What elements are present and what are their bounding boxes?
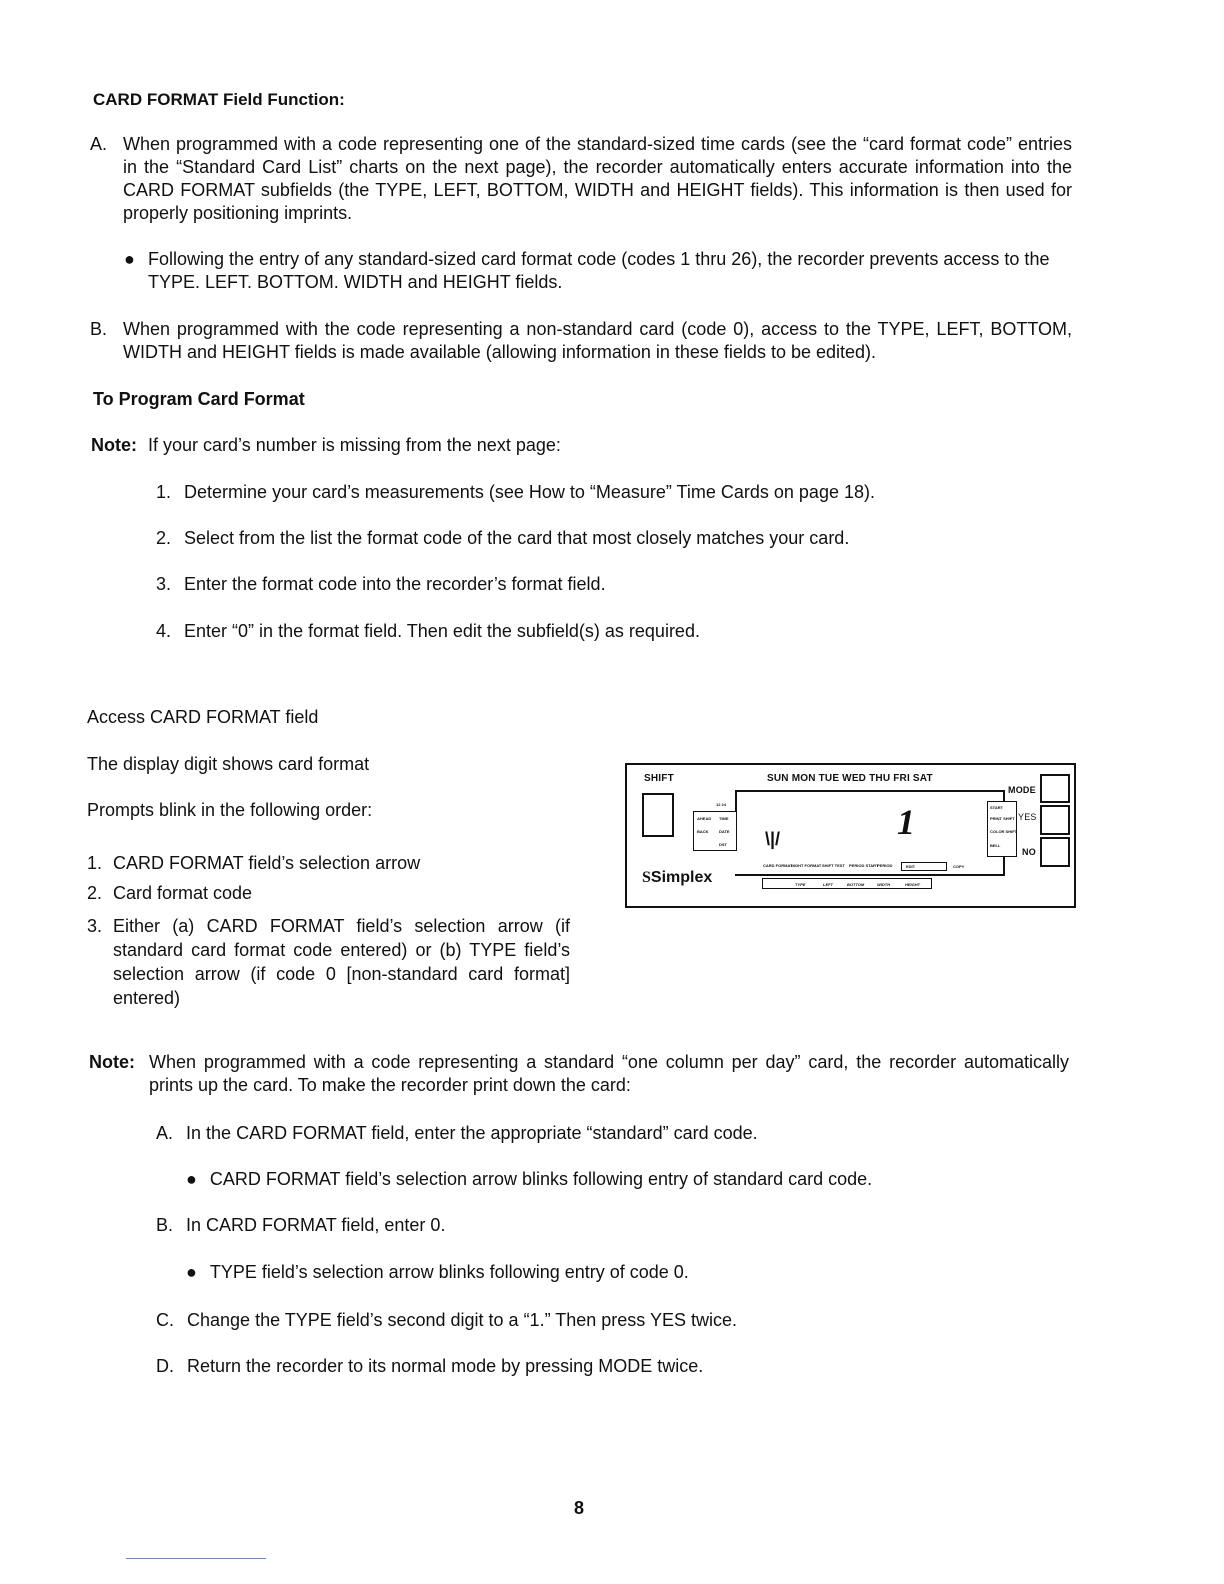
note2-item — [156, 1309, 737, 1332]
item-text: Return the recorder to its normal mode by pressing MODE twice. — [187, 1356, 704, 1376]
key-label: DATE — [719, 829, 730, 834]
section-b-label: B. — [90, 319, 108, 339]
program-heading: To Program Card Format — [93, 389, 305, 409]
section-a-label: A. — [90, 134, 108, 154]
item-text: In CARD FORMAT field, enter 0. — [186, 1215, 446, 1235]
note1-label: Note: — [91, 435, 137, 455]
note2-bullet — [186, 1261, 689, 1284]
step-text: Determine your card’s measurements (see How to “Measure” Time Cards on page 18). — [184, 482, 875, 502]
step-text: Select from the list the format code of the card that most closely matches your card. — [184, 528, 850, 548]
bullet-icon: ● — [186, 1169, 197, 1189]
bullet-text: TYPE field’s selection arrow blinks following entry of code 0. — [209, 1262, 689, 1282]
step-text: Enter “0” in the format field. Then edit the subfield(s) as required. — [184, 621, 700, 641]
mode-button[interactable] — [1040, 774, 1070, 803]
note1-step — [156, 481, 875, 504]
note2-item — [156, 1355, 703, 1378]
prompt-item — [87, 882, 570, 905]
prompt-item — [87, 852, 570, 875]
shift-label: SHIFT — [644, 773, 674, 784]
key-label: PERIOD — [877, 863, 893, 868]
note1-step — [156, 573, 606, 596]
prompt-text: Card format code — [113, 883, 253, 903]
item-text: Change the TYPE field’s second digit to a “1.” Then press YES twice. — [187, 1310, 737, 1330]
note2-bullet — [186, 1168, 872, 1191]
section-a-bullet-text: Following the entry of any standard-sized card format code (codes 1 thru 26), the recorder prevents access to the TYPE. LEFT. BOTTOM. WIDTH and HEIGHT fields. — [148, 249, 1050, 292]
note1 — [91, 434, 561, 457]
key-label: COLOR SHIFT — [990, 829, 1018, 834]
prompt-number: 3. — [87, 916, 103, 936]
key-label: EDIT — [906, 864, 916, 869]
section-a-bullet — [124, 248, 1072, 294]
section-a — [90, 133, 1072, 225]
item-label: C. — [156, 1310, 174, 1330]
note2-label: Note: — [89, 1052, 135, 1072]
bullet-icon: ● — [186, 1262, 197, 1282]
section-b — [90, 318, 1072, 364]
key-label: CARD FORMAT — [763, 863, 793, 868]
note1-step — [156, 620, 700, 643]
subfield-label: TYPE — [795, 882, 806, 887]
subfield-label: BOTTOM — [847, 882, 865, 887]
recorder-panel — [625, 763, 1076, 908]
shift-button[interactable] — [642, 793, 674, 837]
key-label: BELL — [990, 843, 1001, 848]
key-label: DST — [719, 842, 727, 847]
section-a-text: When programmed with a code representing one of the standard-sized time cards (see the “card format code” entries in the “Standard Card List” charts on the next page), the recorder automatically enters accurate information into the CARD FORMAT subfields (the TYPE, LEFT, BOTTOM, WIDTH and HEIGHT fields). This information is then used for properly positioning imprints. — [123, 134, 1072, 223]
blink-arrow-icon: \|/ — [765, 829, 781, 849]
note1-step — [156, 527, 849, 550]
bullet-icon: ● — [124, 249, 135, 269]
note1-text: If your card’s number is missing from the next page: — [148, 435, 561, 455]
brand-text: Simplex — [650, 869, 713, 886]
prompt-item — [87, 914, 570, 1010]
key-label: PRINT SHIFT — [990, 816, 1015, 821]
logo-mark: S — [642, 869, 651, 886]
simplex-logo — [642, 869, 712, 887]
key-label: COPY — [953, 864, 965, 869]
footer-rule — [126, 1558, 266, 1559]
display-digit: 1 — [897, 802, 915, 842]
key-label: BACK — [697, 829, 709, 834]
step-number: 3. — [156, 574, 172, 594]
item-label: D. — [156, 1356, 174, 1376]
item-text: In the CARD FORMAT field, enter the appropriate “standard” card code. — [186, 1123, 758, 1143]
subfield-label: HEIGHT — [905, 882, 921, 887]
no-button[interactable] — [1040, 837, 1070, 867]
key-label: START — [990, 805, 1004, 810]
access-text: Access CARD FORMAT field — [87, 707, 319, 727]
no-label: NO — [1022, 847, 1036, 857]
prompt-text: Either (a) CARD FORMAT field’s selection arrow (if standard card format code entered) or (b) TYPE field’s selection arrow (if code 0 [non-standard card format] entered) — [113, 916, 570, 1008]
bullet-text: CARD FORMAT field’s selection arrow blinks following entry of standard card code. — [209, 1169, 873, 1189]
prompts-text: Prompts blink in the following order: — [87, 800, 373, 820]
step-number: 1. — [156, 482, 172, 502]
key-label: 12 24 — [716, 802, 727, 807]
key-label: NIGHT FORMAT — [791, 863, 822, 868]
yes-button[interactable] — [1040, 805, 1070, 835]
item-label: A. — [156, 1123, 174, 1143]
key-label: AHEAD — [697, 816, 712, 821]
days-label: SUN MON TUE WED THU FRI SAT — [767, 773, 933, 784]
note2-item — [156, 1122, 758, 1145]
key-label: TIME — [719, 816, 729, 821]
item-label: B. — [156, 1215, 174, 1235]
yes-label: YES — [1018, 812, 1037, 822]
prompt-number: 2. — [87, 883, 103, 903]
key-label: PERIOD START — [849, 863, 879, 868]
note2-text: When programmed with a code representing a standard “one column per day” card, the recorder automatically prints up the card. To make the recorder print down the card: — [149, 1052, 1069, 1095]
mode-label: MODE — [1008, 785, 1036, 795]
note2-item — [156, 1214, 445, 1237]
subfield-label: WIDTH — [877, 882, 891, 887]
section-b-text: When programmed with the code representing a non-standard card (code 0), access to the TYPE, LEFT, BOTTOM, WIDTH and HEIGHT fields is made available (allowing information in these fields to be edited). — [123, 319, 1072, 362]
note2 — [89, 1051, 1069, 1097]
step-text: Enter the format code into the recorder’s format field. — [184, 574, 606, 594]
page-number: 8 — [574, 1498, 585, 1518]
prompt-number: 1. — [87, 853, 103, 873]
prompt-text: CARD FORMAT field’s selection arrow — [113, 853, 421, 873]
subfield-label: LEFT — [823, 882, 833, 887]
step-number: 2. — [156, 528, 172, 548]
key-label: SHIFT TEST — [822, 863, 845, 868]
section-heading: CARD FORMAT Field Function: — [93, 90, 345, 109]
display-digit-text: The display digit shows card format — [87, 754, 370, 774]
step-number: 4. — [156, 621, 172, 641]
